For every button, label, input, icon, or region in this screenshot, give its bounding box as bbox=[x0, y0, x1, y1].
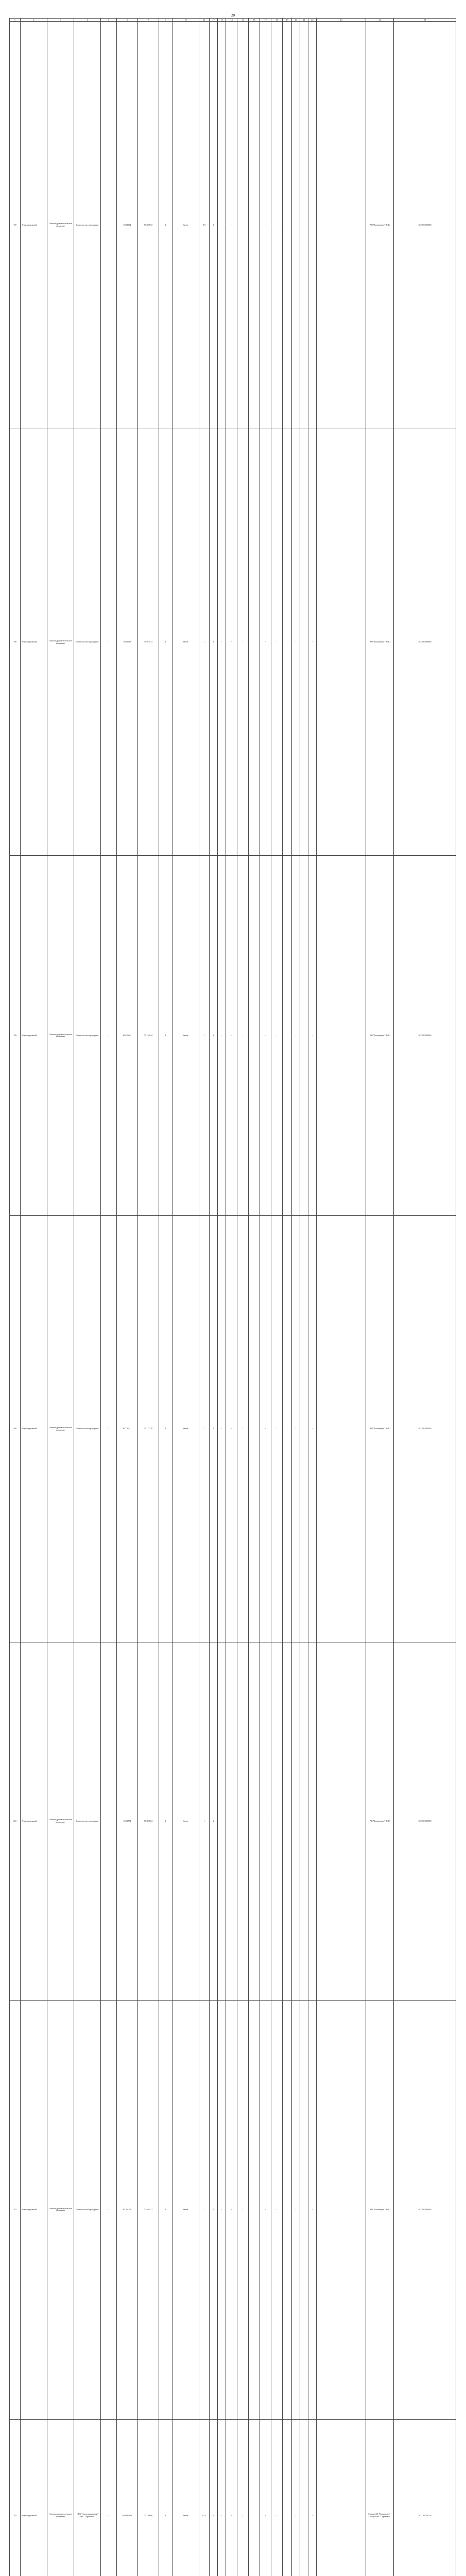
header-cell: 23 bbox=[317, 19, 366, 22]
empty-cell: - bbox=[300, 1216, 308, 1642]
registry-table bbox=[9, 18, 456, 2576]
col11-cell: 0.9 bbox=[199, 22, 210, 429]
header-cell: 18 bbox=[271, 19, 283, 22]
empty-cell: - bbox=[237, 856, 249, 1216]
settlement-cell: Александровское сельское поселение bbox=[47, 856, 74, 1216]
owner-cell: АО "Томскнефть" ВНК bbox=[366, 856, 394, 1216]
empty-cell: - bbox=[308, 429, 317, 856]
empty-cell: - bbox=[292, 856, 300, 1216]
header-cell: 8 bbox=[159, 19, 172, 22]
header-cell: 3 bbox=[47, 19, 74, 22]
empty-cell: - bbox=[226, 1216, 237, 1642]
inn-cell: 1027001618918 bbox=[394, 1642, 456, 2001]
material-cell: бетон bbox=[172, 2419, 199, 2576]
col17-cell: 1 bbox=[210, 2419, 218, 2576]
header-cell: 25 bbox=[394, 19, 456, 22]
col17-cell: 2 bbox=[210, 1216, 218, 1642]
settlement-cell: Александровское сельское поселение bbox=[47, 2419, 74, 2576]
settlement-cell: Александровское сельское поселение bbox=[47, 1642, 74, 2001]
empty-cell: - bbox=[317, 429, 366, 856]
header-cell: 20 bbox=[292, 19, 300, 22]
empty-cell: - bbox=[249, 1642, 260, 2001]
col17-cell: 1 bbox=[210, 22, 218, 429]
district-cell: Александровский bbox=[21, 2419, 47, 2576]
owner-cell: АО "Томскнефть" ВНК bbox=[366, 1642, 394, 2001]
header-cell: 6 bbox=[117, 19, 138, 22]
empty-cell: - bbox=[308, 1216, 317, 1642]
empty-cell: - bbox=[292, 22, 300, 429]
empty-cell: - bbox=[308, 22, 317, 429]
settlement-cell: Александровское сельское поселение bbox=[47, 2000, 74, 2419]
settlement-cell: Александровское сельское поселение bbox=[47, 22, 74, 429]
empty-cell: - bbox=[237, 22, 249, 429]
header-cell: 17 bbox=[210, 19, 218, 22]
col8-cell: 4 bbox=[159, 2419, 172, 2576]
latitude-cell: 60.759127 bbox=[117, 1216, 138, 1642]
latitude-cell: 60.6345414 bbox=[117, 2419, 138, 2576]
latitude-cell: 60.764299 bbox=[117, 2000, 138, 2419]
empty-cell: - bbox=[292, 2000, 300, 2419]
col11-cell: 1 bbox=[199, 1642, 210, 2001]
col11-cell: 1 bbox=[199, 856, 210, 1216]
empty-cell: - bbox=[237, 2000, 249, 2419]
header-cell: 16 bbox=[249, 19, 260, 22]
header-cell: 13 bbox=[218, 19, 226, 22]
empty-cell: - bbox=[283, 856, 292, 1216]
table-row bbox=[10, 2419, 456, 2576]
material-cell: бетон bbox=[172, 856, 199, 1216]
longitude-cell: 77.077831 bbox=[138, 429, 159, 856]
empty-cell: - bbox=[271, 1642, 283, 2001]
col8-cell: 4 bbox=[159, 429, 172, 856]
empty-cell: - bbox=[226, 429, 237, 856]
col11-cell: 1 bbox=[199, 2000, 210, 2419]
empty-cell: - bbox=[283, 429, 292, 856]
empty-cell: - bbox=[260, 429, 271, 856]
material-cell: бетон bbox=[172, 2000, 199, 2419]
empty-cell: - bbox=[308, 856, 317, 1216]
owner-cell: Филиал АО "Транснефть" - Сибирь РНУ "Стрежевой" bbox=[366, 2419, 394, 2576]
empty-cell: - bbox=[271, 2419, 283, 2576]
empty-cell: - bbox=[300, 2419, 308, 2576]
object-cell: Советское месторождение bbox=[74, 2000, 101, 2419]
empty-cell: - bbox=[218, 856, 226, 1216]
empty-cell: - bbox=[300, 856, 308, 1216]
col5-cell: - bbox=[101, 2419, 117, 2576]
header-cell: 2 bbox=[21, 19, 47, 22]
row-number: 199 bbox=[10, 856, 21, 1216]
empty-cell: - bbox=[237, 1216, 249, 1642]
empty-cell: - bbox=[300, 22, 308, 429]
district-cell: Александровский bbox=[21, 22, 47, 429]
table-row bbox=[10, 1642, 456, 2001]
header-cell: 5 bbox=[101, 19, 117, 22]
empty-cell: - bbox=[218, 1216, 226, 1642]
header-cell: 10 bbox=[172, 19, 199, 22]
latitude-cell: 60.81394 bbox=[117, 22, 138, 429]
col5-cell: - bbox=[101, 1216, 117, 1642]
col5-cell: - bbox=[101, 1642, 117, 2001]
table-row bbox=[10, 2000, 456, 2419]
material-cell: бетон bbox=[172, 1216, 199, 1642]
col11-cell: 0.75 bbox=[199, 2419, 210, 2576]
empty-cell: - bbox=[300, 2000, 308, 2419]
empty-cell: - bbox=[218, 1642, 226, 2001]
col8-cell: 4 bbox=[159, 1216, 172, 1642]
inn-cell: 1027001618918 bbox=[394, 856, 456, 1216]
col8-cell: 4 bbox=[159, 2000, 172, 2419]
longitude-cell: 77.154834 bbox=[138, 856, 159, 1216]
empty-cell: - bbox=[292, 1642, 300, 2001]
latitude-cell: 60.71998 bbox=[117, 429, 138, 856]
header-cell: 1 bbox=[10, 19, 21, 22]
owner-cell: АО "Томскнефть" ВНК bbox=[366, 22, 394, 429]
empty-cell: - bbox=[300, 1642, 308, 2001]
col17-cell: 2 bbox=[210, 2000, 218, 2419]
inn-cell: 1027001618918 bbox=[394, 1216, 456, 1642]
table-row bbox=[10, 856, 456, 1216]
empty-cell: - bbox=[317, 856, 366, 1216]
owner-cell: АО "Томскнефть" ВНК bbox=[366, 429, 394, 856]
empty-cell: - bbox=[308, 2419, 317, 2576]
empty-cell: - bbox=[237, 1642, 249, 2001]
empty-cell: - bbox=[218, 22, 226, 429]
empty-cell: - bbox=[283, 2000, 292, 2419]
row-number: 203 bbox=[10, 2419, 21, 2576]
col5-cell: - bbox=[101, 856, 117, 1216]
empty-cell: - bbox=[260, 2000, 271, 2419]
col11-cell: 1 bbox=[199, 429, 210, 856]
object-cell: Советское месторождение bbox=[74, 1216, 101, 1642]
header-cell: 4 bbox=[74, 19, 101, 22]
empty-cell: - bbox=[292, 2419, 300, 2576]
empty-cell: - bbox=[283, 22, 292, 429]
col17-cell: 2 bbox=[210, 856, 218, 1216]
row-number: 198 bbox=[10, 429, 21, 856]
empty-cell: - bbox=[249, 1216, 260, 1642]
empty-cell: - bbox=[260, 1216, 271, 1642]
empty-cell: - bbox=[308, 2000, 317, 2419]
empty-cell: - bbox=[218, 2000, 226, 2419]
header-cell: 22 bbox=[308, 19, 317, 22]
latitude-cell: 60.676467 bbox=[117, 856, 138, 1216]
header-cell: 21 bbox=[300, 19, 308, 22]
col5-cell: - bbox=[101, 2000, 117, 2419]
empty-cell: - bbox=[283, 1642, 292, 2001]
header-cell: 17 bbox=[260, 19, 271, 22]
empty-cell: - bbox=[260, 1642, 271, 2001]
col8-cell: 4 bbox=[159, 22, 172, 429]
page-number: 20 bbox=[231, 13, 235, 18]
col17-cell: 1 bbox=[210, 429, 218, 856]
header-cell: 11 bbox=[199, 19, 210, 22]
table-row bbox=[10, 1216, 456, 1642]
longitude-cell: 77.158098 bbox=[138, 2419, 159, 2576]
header-cell: 19 bbox=[283, 19, 292, 22]
empty-cell: - bbox=[249, 856, 260, 1216]
longitude-cell: 77.029557 bbox=[138, 22, 159, 429]
owner-cell: АО "Томскнефть" ВНК bbox=[366, 2000, 394, 2419]
empty-cell: - bbox=[271, 429, 283, 856]
row-number: 201 bbox=[10, 1642, 21, 2001]
empty-cell: - bbox=[237, 2419, 249, 2576]
empty-cell: - bbox=[292, 1216, 300, 1642]
object-cell: НПС "Александровская" РНУ "Стрежевой" bbox=[74, 2419, 101, 2576]
object-cell: Советское месторождение bbox=[74, 1642, 101, 2001]
object-cell: Советское месторождение bbox=[74, 856, 101, 1216]
empty-cell: - bbox=[308, 1642, 317, 2001]
empty-cell: - bbox=[249, 2419, 260, 2576]
district-cell: Александровский bbox=[21, 1216, 47, 1642]
empty-cell: - bbox=[218, 429, 226, 856]
longitude-cell: 77.168373 bbox=[138, 2000, 159, 2419]
empty-cell: - bbox=[226, 22, 237, 429]
col8-cell: 4 bbox=[159, 856, 172, 1216]
empty-cell: - bbox=[249, 22, 260, 429]
row-number: 197 bbox=[10, 22, 21, 429]
inn-cell: 1027001618918 bbox=[394, 2000, 456, 2419]
empty-cell: - bbox=[317, 22, 366, 429]
district-cell: Александровский bbox=[21, 1642, 47, 2001]
empty-cell: - bbox=[226, 1642, 237, 2001]
empty-cell: - bbox=[226, 856, 237, 1216]
empty-cell: - bbox=[226, 2000, 237, 2419]
district-cell: Александровский bbox=[21, 429, 47, 856]
header-cell: 24 bbox=[366, 19, 394, 22]
empty-cell: - bbox=[249, 429, 260, 856]
empty-cell: - bbox=[271, 1216, 283, 1642]
empty-cell: - bbox=[300, 429, 308, 856]
col5-cell: - bbox=[101, 22, 117, 429]
longitude-cell: 77.172776 bbox=[138, 1216, 159, 1642]
inn-cell: 1027001618918 bbox=[394, 22, 456, 429]
object-cell: Советское месторождение bbox=[74, 22, 101, 429]
empty-cell: - bbox=[260, 856, 271, 1216]
empty-cell: - bbox=[249, 2000, 260, 2419]
empty-cell: - bbox=[218, 2419, 226, 2576]
empty-cell: - bbox=[271, 22, 283, 429]
settlement-cell: Александровское сельское поселение bbox=[47, 1216, 74, 1642]
object-cell: Советское месторождение bbox=[74, 429, 101, 856]
col8-cell: 4 bbox=[159, 1642, 172, 2001]
empty-cell: - bbox=[317, 1216, 366, 1642]
empty-cell: - bbox=[260, 22, 271, 429]
header-cell: 7 bbox=[138, 19, 159, 22]
material-cell: бетон bbox=[172, 22, 199, 429]
empty-cell: - bbox=[317, 2419, 366, 2576]
col11-cell: 1 bbox=[199, 1216, 210, 1642]
material-cell: бетон bbox=[172, 429, 199, 856]
empty-cell: - bbox=[292, 429, 300, 856]
empty-cell: - bbox=[271, 856, 283, 1216]
latitude-cell: 60.81774 bbox=[117, 1642, 138, 2001]
district-cell: Александровский bbox=[21, 856, 47, 1216]
table-row bbox=[10, 429, 456, 856]
empty-cell: - bbox=[237, 429, 249, 856]
owner-cell: АО "Томскнефть" ВНК bbox=[366, 1216, 394, 1642]
empty-cell: - bbox=[317, 1642, 366, 2001]
empty-cell: - bbox=[283, 1216, 292, 1642]
longitude-cell: 77.056984 bbox=[138, 1642, 159, 2001]
settlement-cell: Александровское сельское поселение bbox=[47, 429, 74, 856]
empty-cell: - bbox=[317, 2000, 366, 2419]
row-number: 202 bbox=[10, 2000, 21, 2419]
empty-cell: - bbox=[271, 2000, 283, 2419]
col5-cell: - bbox=[101, 429, 117, 856]
col17-cell: 2 bbox=[210, 1642, 218, 2001]
district-cell: Александровский bbox=[21, 2000, 47, 2419]
header-cell: 15 bbox=[237, 19, 249, 22]
empty-cell: - bbox=[260, 2419, 271, 2576]
inn-cell: 1027001618918 bbox=[394, 429, 456, 856]
empty-cell: - bbox=[283, 2419, 292, 2576]
row-number: 200 bbox=[10, 1216, 21, 1642]
header-cell: 14 bbox=[226, 19, 237, 22]
empty-cell: - bbox=[226, 2419, 237, 2576]
material-cell: бетон bbox=[172, 1642, 199, 2001]
inn-cell: 1027200789220 bbox=[394, 2419, 456, 2576]
table-row bbox=[10, 22, 456, 429]
